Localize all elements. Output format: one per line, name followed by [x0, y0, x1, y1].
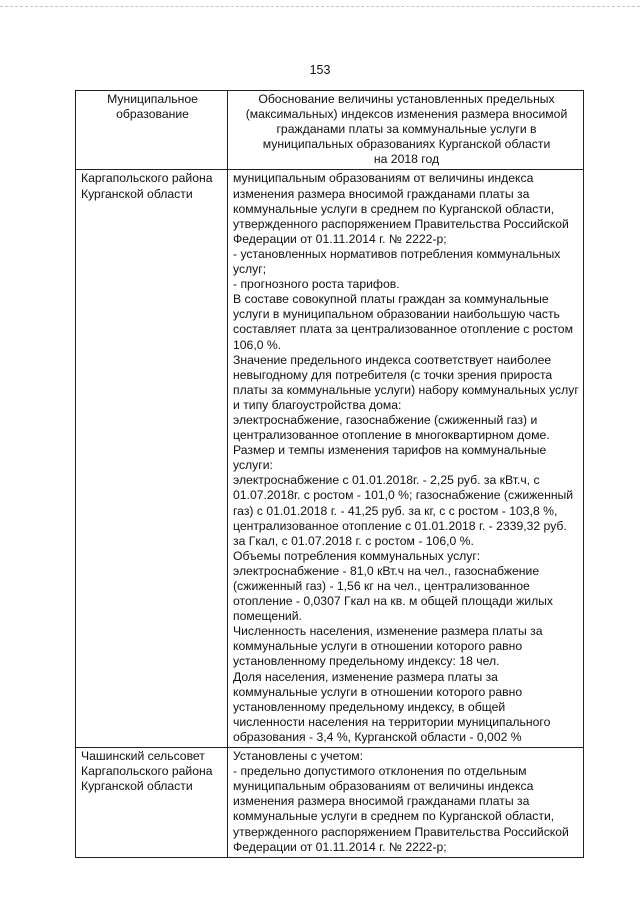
cell-line: Размер и темпы изменения тарифов на коммунальные [233, 443, 547, 458]
cell-line: централизованное отопление в многоквартирном доме. [233, 428, 550, 443]
justification-table [75, 90, 584, 858]
cell-line: изменения размера вносимой гражданами платы за [233, 186, 530, 201]
cell-line: электроснабжение - 81,0 кВт.ч на чел., газоснабжение [233, 563, 540, 578]
cell-line: и типу благоустройства дома: [233, 397, 402, 412]
cell-line: услуги: [233, 458, 273, 473]
cell-line: Федерации от 01.11.2014 г. № 2222-р; [233, 839, 447, 854]
header-justification [228, 91, 584, 170]
header-line: Муниципальное [107, 92, 198, 106]
municipality-cell [76, 748, 228, 858]
cell-line: Доля населения, изменение размера платы за [233, 669, 498, 684]
cell-line: (сжиженный газ) - 1,56 кг на чел., централизованное [233, 579, 530, 593]
cell-line: - прогнозного роста тарифов. [233, 277, 400, 292]
cell-line: Федерации от 01.11.2014 г. № 2222-р; [233, 231, 447, 246]
cell-line: утвержденного распоряжением Правительства Российской [233, 824, 569, 839]
cell-line: установленному предельному индексу: 18 чел. [233, 654, 500, 669]
justification-cell [228, 170, 584, 748]
cell-line: установленному предельному индексу, в общей [233, 699, 506, 714]
cell-line: Каргапольского района [81, 764, 213, 779]
cell-line: коммунальные услуги в среднем по Курганской области, [233, 809, 555, 824]
cell-line: электроснабжение, газоснабжение (сжиженный газ) и [233, 412, 538, 427]
cell-line: Каргапольского района [81, 171, 213, 186]
cell-line: В составе совокупной платы граждан за коммунальные [233, 292, 549, 307]
cell-line: услуги в муниципальном образовании наибольшую часть [233, 307, 560, 322]
header-line: гражданами платы за коммунальные услуги в [276, 122, 537, 137]
header-line: муниципальных образованиях Курганской области [262, 137, 551, 152]
cell-line: - предельно допустимого отклонения по отдельным [233, 764, 527, 779]
cell-line: коммунальные услуги в среднем по Курганской области, [233, 201, 555, 216]
cell-line: за Гкал, с 01.07.2018 г. с ростом - 106,0 %. [233, 533, 474, 548]
cell-line: Курганской области [81, 186, 193, 201]
cell-line: 01.07.2018г. с ростом - 101,0 %; газоснабжение (сжиженный [233, 488, 574, 503]
cell-line: газ) с 01.01.2018 г. - 41,25 руб. за кг, с с ростом - 103,8 %, [233, 503, 558, 518]
cell-line: коммунальные услуги в отношении которого равно [233, 639, 523, 654]
cell-line: Объемы потребления коммунальных услуг: [233, 548, 481, 563]
table-row [76, 748, 584, 858]
header-line: образование [116, 107, 189, 122]
header-line: на 2018 год [373, 152, 440, 167]
cell-line: изменения размера вносимой гражданами платы за [233, 794, 530, 809]
cell-line: Установлены с учетом: [233, 749, 363, 764]
cell-line: муниципальным образованиям от величины индекса [233, 171, 534, 186]
municipality-cell [76, 170, 228, 748]
scan-artifact-line [0, 6, 640, 9]
header-municipality [76, 91, 228, 170]
header-line: (максимальных) индексов изменения размера вносимой [245, 107, 568, 122]
cell-line: централизованное отопление с 01.01.2018 г. - 2339,32 руб. [233, 518, 567, 533]
cell-line: помещений. [233, 609, 302, 624]
cell-line: образования - 3,4 %, Курганской области - 0,002 % [233, 729, 522, 744]
header-line: Обоснование величины установленных предельных [258, 92, 555, 106]
table-row [76, 170, 584, 748]
cell-line: отопление - 0,0307 Гкал на кв. м общей площади жилых [233, 594, 554, 609]
cell-line: электроснабжение с 01.01.2018г. - 2,25 руб. за кВт.ч, с [233, 473, 540, 488]
cell-line: - установленных нормативов потребления коммунальных [233, 246, 561, 261]
cell-line: 106,0 %. [233, 337, 282, 352]
cell-line: услуг; [233, 262, 267, 277]
cell-line: Значение предельного индекса соответствует наиболее [233, 352, 552, 367]
page-number: 153 [309, 63, 331, 77]
cell-line: Численность населения, изменение размера платы за [233, 624, 543, 639]
cell-line: численности населения на территории муниципального [233, 714, 551, 729]
cell-line: утвержденного распоряжением Правительства Российской [233, 216, 569, 231]
table-header-row [76, 91, 584, 170]
cell-line: невыгодному для потребителя (с точки зрения прироста [233, 367, 553, 382]
cell-line: муниципальным образованиям от величины индекса [233, 779, 534, 794]
cell-line: Чашинский сельсовет [81, 749, 205, 764]
cell-line: коммунальные услуги в отношении которого равно [233, 684, 523, 699]
justification-cell [228, 748, 584, 858]
cell-line: составляет плата за централизованное отопление с ростом [233, 322, 573, 337]
cell-line: Курганской области [81, 779, 193, 794]
cell-line: платы за коммунальные услуги) набору коммунальных услуг [233, 382, 579, 397]
